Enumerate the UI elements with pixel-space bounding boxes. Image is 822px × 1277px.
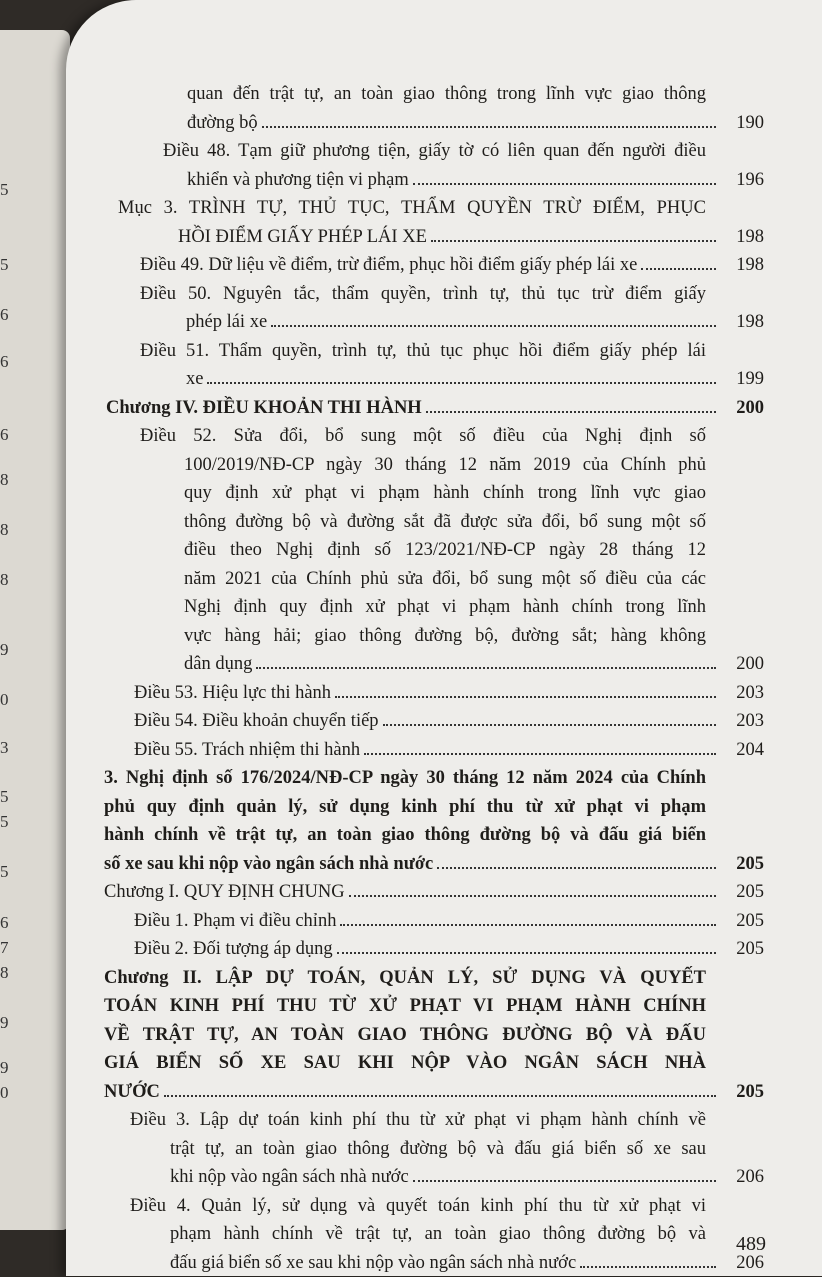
- dot-leader: [164, 1095, 716, 1097]
- toc-entry-text: 100/2019/NĐ-CP ngày 30 tháng 12 năm 2019 của Chính phủ: [140, 451, 706, 480]
- toc-page-number: 205: [720, 1078, 764, 1107]
- toc-entry-text: quan đến trật tự, an toàn giao thông trong lĩnh vực giao thông: [187, 80, 706, 109]
- toc-entry-text: 3. Nghị định số 176/2024/NĐ-CP ngày 30 tháng 12 năm 2024 của Chính: [104, 764, 706, 793]
- dot-leader: [340, 924, 716, 926]
- toc-entry-text: phủ quy định quản lý, sử dụng kinh phí thu từ xử phạt vi phạm: [104, 793, 706, 822]
- toc-entry-text: trật tự, an toàn giao thông đường bộ và đấu giá biển số xe sau: [130, 1135, 706, 1164]
- toc-page-number: 199: [720, 365, 764, 394]
- toc-page-number: 205: [720, 878, 764, 907]
- toc-entry-text: VỀ TRẬT TỰ, AN TOÀN GIAO THÔNG ĐƯỜNG BỘ VÀ ĐẤU: [104, 1021, 706, 1050]
- toc-page-number: 198: [720, 251, 764, 280]
- toc-entry: [187, 80, 766, 137]
- left-page-number: 3: [0, 738, 9, 758]
- toc-entry: [134, 679, 766, 708]
- left-page-number: 6: [0, 913, 9, 933]
- toc-entry-text: Điều 53. Hiệu lực thi hành: [134, 679, 331, 708]
- toc-entry-text: khiển và phương tiện vi phạm: [187, 166, 409, 195]
- dot-leader: [413, 1180, 716, 1182]
- left-page-number: 0: [0, 1083, 9, 1103]
- toc-entry-text: Điều 51. Thẩm quyền, trình tự, thủ tục phục hồi điểm giấy phép lái: [140, 337, 706, 366]
- dot-leader: [580, 1266, 716, 1268]
- toc-entry-text: Chương II. LẬP DỰ TOÁN, QUẢN LÝ, SỬ DỤNG VÀ QUYẾT: [104, 964, 706, 993]
- toc-entry: [134, 907, 766, 936]
- toc-entry-text: thông đường bộ và đường sắt đã được sửa đổi, bổ sung một số: [140, 508, 706, 537]
- left-page-number: 9: [0, 1058, 9, 1078]
- toc-entry: [163, 137, 766, 194]
- dot-leader: [364, 753, 716, 755]
- toc-entry-text: dân dụng: [184, 650, 252, 679]
- left-page-number: 7: [0, 938, 9, 958]
- dot-leader: [207, 382, 716, 384]
- toc-entry-text: phép lái xe: [186, 308, 267, 337]
- toc-page-number: 196: [720, 166, 764, 195]
- left-page-number: 8: [0, 570, 9, 590]
- toc-entry: [140, 280, 766, 337]
- left-page-number: 5: [0, 180, 9, 200]
- toc-page-number: 198: [720, 308, 764, 337]
- left-page-number: 5: [0, 255, 9, 275]
- toc-entry-text: Chương IV. ĐIỀU KHOẢN THI HÀNH: [106, 394, 422, 423]
- left-page-number: 0: [0, 690, 9, 710]
- toc-entry-text: xe: [186, 365, 203, 394]
- dot-leader: [641, 268, 716, 270]
- toc-page-number: 206: [720, 1163, 764, 1192]
- toc-entry-text: số xe sau khi nộp vào ngân sách nhà nước: [104, 850, 433, 879]
- toc-entry-text: Điều 54. Điều khoản chuyển tiếp: [134, 707, 379, 736]
- left-page-number: 8: [0, 520, 9, 540]
- toc-entry-text: Mục 3. TRÌNH TỰ, THỦ TỤC, THẨM QUYỀN TRỪ ĐIỂM, PHỤC: [118, 194, 706, 223]
- toc-page-number: 203: [720, 707, 764, 736]
- dot-leader: [256, 667, 716, 669]
- toc-entry-text: đường bộ: [187, 109, 258, 138]
- toc-entry: [140, 251, 766, 280]
- toc-entry-text: điều theo Nghị định số 123/2021/NĐ-CP ngày 28 tháng 12: [140, 536, 706, 565]
- left-page-number: 8: [0, 963, 9, 983]
- toc-entry-text: năm 2021 của Chính phủ sửa đổi, bổ sung một số điều của các: [140, 565, 706, 594]
- toc-entry: [130, 1106, 766, 1192]
- toc-page-number: 200: [720, 394, 764, 423]
- dot-leader: [262, 126, 716, 128]
- toc-page-number: 206: [720, 1249, 764, 1277]
- toc-entry-text: Điều 49. Dữ liệu về điểm, trừ điểm, phục hồi điểm giấy phép lái xe: [140, 251, 637, 280]
- toc-entry: [106, 394, 766, 423]
- toc-entry-text: Điều 55. Trách nhiệm thi hành: [134, 736, 360, 765]
- toc-page-number: 205: [720, 935, 764, 964]
- toc-entry-text: Điều 48. Tạm giữ phương tiện, giấy tờ có liên quan đến người điều: [163, 137, 706, 166]
- toc-page-number: 203: [720, 679, 764, 708]
- left-page-number: 5: [0, 787, 9, 807]
- toc-entry-text: quy định xử phạt vi phạm hành chính trong lĩnh vực giao: [140, 479, 706, 508]
- toc-entry-text: khi nộp vào ngân sách nhà nước: [170, 1163, 409, 1192]
- toc-page-number: 190: [720, 109, 764, 138]
- toc-entry: [104, 964, 766, 1107]
- toc-entry-text: Điều 3. Lập dự toán kinh phí thu từ xử phạt vi phạm hành chính về: [130, 1106, 706, 1135]
- toc-page-number: 198: [720, 223, 764, 252]
- left-page-number: 9: [0, 1013, 9, 1033]
- left-page-number: 5: [0, 862, 9, 882]
- dot-leader: [337, 952, 716, 954]
- left-page-edge: [0, 30, 70, 1230]
- toc-page-number: 204: [720, 736, 764, 765]
- dot-leader: [431, 240, 716, 242]
- toc-entry-text: Nghị định quy định xử phạt vi phạm hành chính trong lĩnh: [140, 593, 706, 622]
- left-page-number: 9: [0, 640, 9, 660]
- left-page-number: 8: [0, 470, 9, 490]
- toc-entry: [134, 736, 766, 765]
- toc-entry-text: TOÁN KINH PHÍ THU TỪ XỬ PHẠT VI PHẠM HÀNH CHÍNH: [104, 992, 706, 1021]
- toc-entry-text: NƯỚC: [104, 1078, 160, 1107]
- toc-page-number: 205: [720, 850, 764, 879]
- toc-page-number: 200: [720, 650, 764, 679]
- toc-entry: [118, 194, 766, 251]
- dot-leader: [413, 183, 716, 185]
- toc-entry-text: hành chính về trật tự, an toàn giao thông đường bộ và đấu giá biển: [104, 821, 706, 850]
- toc-entry-text: HỒI ĐIỂM GIẤY PHÉP LÁI XE: [178, 223, 427, 252]
- dot-leader: [437, 867, 716, 869]
- toc-entry: [140, 337, 766, 394]
- toc-entry: [104, 764, 766, 878]
- book-page: [66, 0, 822, 1276]
- dot-leader: [426, 411, 716, 413]
- toc-entry-text: đấu giá biển số xe sau khi nộp vào ngân sách nhà nước: [170, 1249, 576, 1277]
- toc-page-number: 205: [720, 907, 764, 936]
- left-page-number: 6: [0, 305, 9, 325]
- table-of-contents: [66, 80, 822, 1277]
- toc-entry: [140, 422, 766, 679]
- toc-entry-text: Điều 1. Phạm vi điều chỉnh: [134, 907, 336, 936]
- dot-leader: [335, 696, 716, 698]
- toc-entry-text: GIÁ BIỂN SỐ XE SAU KHI NỘP VÀO NGÂN SÁCH NHÀ: [104, 1049, 706, 1078]
- dot-leader: [271, 325, 716, 327]
- toc-entry-text: Chương I. QUY ĐỊNH CHUNG: [104, 878, 345, 907]
- left-page-number: 5: [0, 812, 9, 832]
- dot-leader: [383, 724, 716, 726]
- toc-entry-text: Điều 52. Sửa đổi, bổ sung một số điều của Nghị định số: [140, 422, 706, 451]
- toc-entry-text: vực hàng hải; giao thông đường bộ, đường sắt; hàng không: [140, 622, 706, 651]
- left-page-number: 6: [0, 352, 9, 372]
- toc-entry: [134, 935, 766, 964]
- left-page-number: 6: [0, 425, 9, 445]
- toc-entry-text: Điều 2. Đối tượng áp dụng: [134, 935, 333, 964]
- toc-entry-text: Điều 50. Nguyên tắc, thẩm quyền, trình tự, thủ tục trừ điểm giấy: [140, 280, 706, 309]
- toc-entry: [134, 707, 766, 736]
- toc-entry: [104, 878, 766, 907]
- dot-leader: [349, 895, 716, 897]
- toc-entry-text: Điều 4. Quản lý, sử dụng và quyết toán kinh phí thu từ xử phạt vi: [130, 1192, 706, 1221]
- toc-entry-text: phạm hành chính về trật tự, an toàn giao thông đường bộ và: [130, 1220, 706, 1249]
- page-number: 489: [736, 1233, 766, 1256]
- toc-entry: [130, 1192, 766, 1277]
